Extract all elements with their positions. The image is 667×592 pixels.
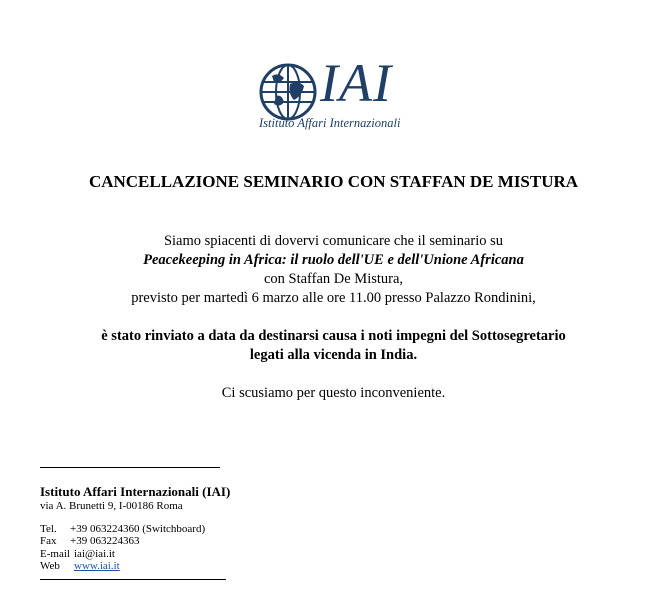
logo-subtitle: Istituto Affari Internazionali [259, 116, 401, 130]
announcement-line-3: con Staffan De Mistura, [263, 271, 404, 287]
footer-org: Istituto Affari Internazionali (IAI) [40, 484, 231, 499]
page-title: CANCELLAZIONE SEMINARIO CON STAFFAN DE MISTURA [88, 172, 579, 191]
email-label: E-mail [40, 547, 70, 560]
footer-divider-top [40, 467, 220, 468]
fax-label: Fax [40, 535, 57, 547]
footer-contact [40, 484, 230, 573]
footer-divider-bottom [40, 579, 226, 580]
tel-value: +39 063224360 (Switchboard) [70, 522, 206, 535]
footer-tel-row [40, 523, 230, 536]
postponement-line-1: è stato rinviato a data da destinarsi causa i noti impegni del Sottosegretario [101, 328, 566, 344]
tel-label: Tel. [40, 522, 57, 535]
footer-web-row [40, 560, 230, 573]
announcement-paragraph [0, 232, 667, 308]
announcement-line-1: Siamo spiacenti di dovervi comunicare che il seminario su [163, 233, 504, 249]
footer-fax-row [40, 535, 230, 548]
iai-logo [258, 53, 418, 138]
website-link[interactable]: www.iai.it [74, 560, 120, 572]
postponement-line-2: legati alla vicenda in India. [249, 347, 418, 363]
announcement-line-4: previsto per martedì 6 marzo alle ore 11.00 presso Palazzo Rondinini, [131, 290, 536, 306]
logo-mark: IAI [320, 53, 392, 113]
email-value: iai@iai.it [74, 547, 115, 560]
web-label: Web [40, 560, 60, 572]
footer-email-row [40, 548, 230, 561]
postponement-paragraph [0, 327, 667, 365]
fax-value: +39 063224363 [70, 535, 140, 547]
globe-icon [258, 62, 318, 122]
footer-address: via A. Brunetti 9, I-00186 Roma [40, 500, 183, 512]
apology-paragraph: Ci scusiamo per questo inconveniente. [221, 385, 446, 401]
seminar-title: Peacekeeping in Africa: il ruolo dell'UE e dell'Unione Africana [143, 252, 524, 268]
